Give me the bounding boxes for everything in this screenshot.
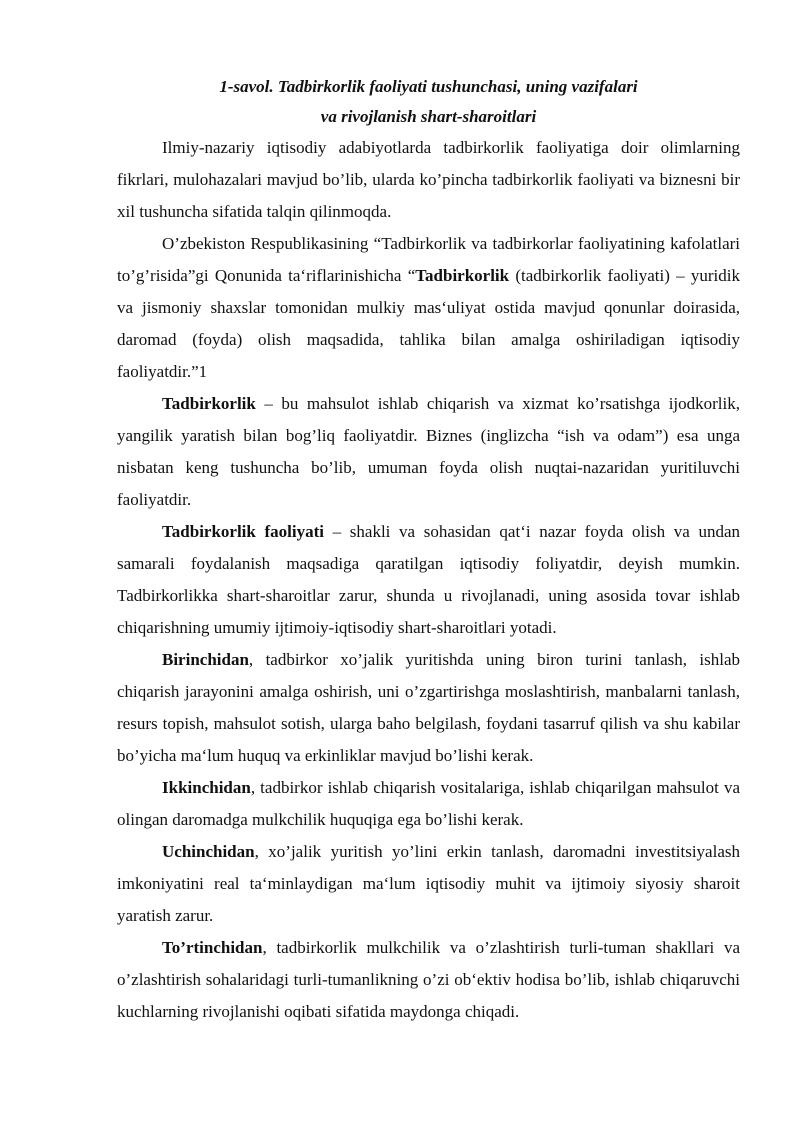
paragraph-tadbirkorlik-faoliyati xyxy=(117,516,740,644)
bold-term: To’rtinchidan xyxy=(162,938,263,957)
bold-term: Ikkinchidan xyxy=(162,778,251,797)
paragraph-text: Ilmiy-nazariy iqtisodiy adabiyotlarda tadbirkorlik faoliyatiga doir olimlarning fikrlari, mulohazalari mavjud bo’lib, ularda ko’pincha tadbirkorlik faoliyati va biznesni bir xil tushuncha sifatida talqin qilinmoqda. xyxy=(117,138,740,221)
section-title-line-1: 1-savol. Tadbirkorlik faoliyati tushunchasi, uning vazifalari xyxy=(219,77,638,96)
paragraph-text-after: – shakli va sohasidan qat‘i nazar foyda olish va undan samarali foydalanish maqsadiga qaratilgan iqtisodiy foliyatdir, deyish mumkin. Tadbirkorlikka shart-sharoitlar zarur, shunda u rivojlanadi, uning asosida tovar ishlab chiqarishning umumiy ijtimoiy-iqtisodiy shart-sharoitlari yotadi. xyxy=(117,522,740,637)
paragraph-ikkinchidan xyxy=(117,772,740,836)
paragraph-text-after: – bu mahsulot ishlab chiqarish va xizmat ko’rsatishga ijodkorlik, yangilik yaratish bilan bog’liq faoliyatdir. Biznes (inglizcha “ish va odam”) esa unga nisbatan keng tushuncha bo’lib, umuman foyda olish nuqtai-nazaridan yuritiluvchi faoliyatdir. xyxy=(117,394,740,509)
paragraph-text-after: , tadbirkor ishlab chiqarish vositalariga, ishlab chiqarilgan mahsulot va olingan daromadga mulkchilik huquqiga ega bo’lishi kerak. xyxy=(117,778,740,829)
bold-term: Birinchidan xyxy=(162,650,249,669)
paragraph-birinchidan xyxy=(117,644,740,772)
paragraph-text-before: O’zbekiston Respublikasining “Tadbirkorlik va tadbirkorlar faoliyatining kafolatlari to’g’risida”gi Qonunida ta‘riflarinishicha “ xyxy=(117,234,740,285)
bold-term: Tadbirkorlik faoliyati xyxy=(162,522,324,541)
paragraph-text-after: (tadbirkorlik faoliyati) – yuridik va jismoniy shaxslar tomonidan mulkiy mas‘uliyat ostida mavjud qonunlar doirasida, daromad (foyda) olish maqsadida, tahlika bilan amalga oshiriladigan iqtisodiy faoliyatdir.”1 xyxy=(117,266,740,381)
section-title xyxy=(117,72,740,132)
paragraph-text-after: , xo’jalik yuritish yo’lini erkin tanlash, daromadni investitsiyalash imkoniyatini real ta‘minlaydigan ma‘lum iqtisodiy muhit va ijtimoiy siyosiy sharoit yaratish zarur. xyxy=(117,842,740,925)
paragraph-law-definition xyxy=(117,228,740,388)
paragraph-tortinchidan xyxy=(117,932,740,1028)
bold-term: Tadbirkorlik xyxy=(162,394,256,413)
section-title-line-2: va rivojlanish shart-sharoitlari xyxy=(320,107,537,126)
bold-term: Tadbirkorlik xyxy=(415,266,510,285)
paragraph-tadbirkorlik xyxy=(117,388,740,516)
paragraph-text-after: , tadbirkorlik mulkchilik va o’zlashtirish turli-tuman shakllari va o’zlashtirish sohalaridagi turli-tumanlikning o’zi ob‘ektiv hodisa bo’lib, ishlab chiqaruvchi kuchlarning rivojlanishi oqibati sifatida maydonga chiqadi. xyxy=(117,938,740,1021)
paragraph-intro xyxy=(117,132,740,228)
bold-term: Uchinchidan xyxy=(162,842,255,861)
paragraph-uchinchidan xyxy=(117,836,740,932)
paragraph-text-after: , tadbirkor xo’jalik yuritishda uning biron turini tanlash, ishlab chiqarish jarayonini amalga oshirish, uni o’zgartirishga moslashtirish, manbalarni tanlash, resurs topish, mahsulot sotish, ularga baho belgilash, foydani tasarruf qilish va shu kabilar bo’yicha ma‘lum huquq va erkinliklar mavjud bo’lishi kerak. xyxy=(117,650,740,765)
